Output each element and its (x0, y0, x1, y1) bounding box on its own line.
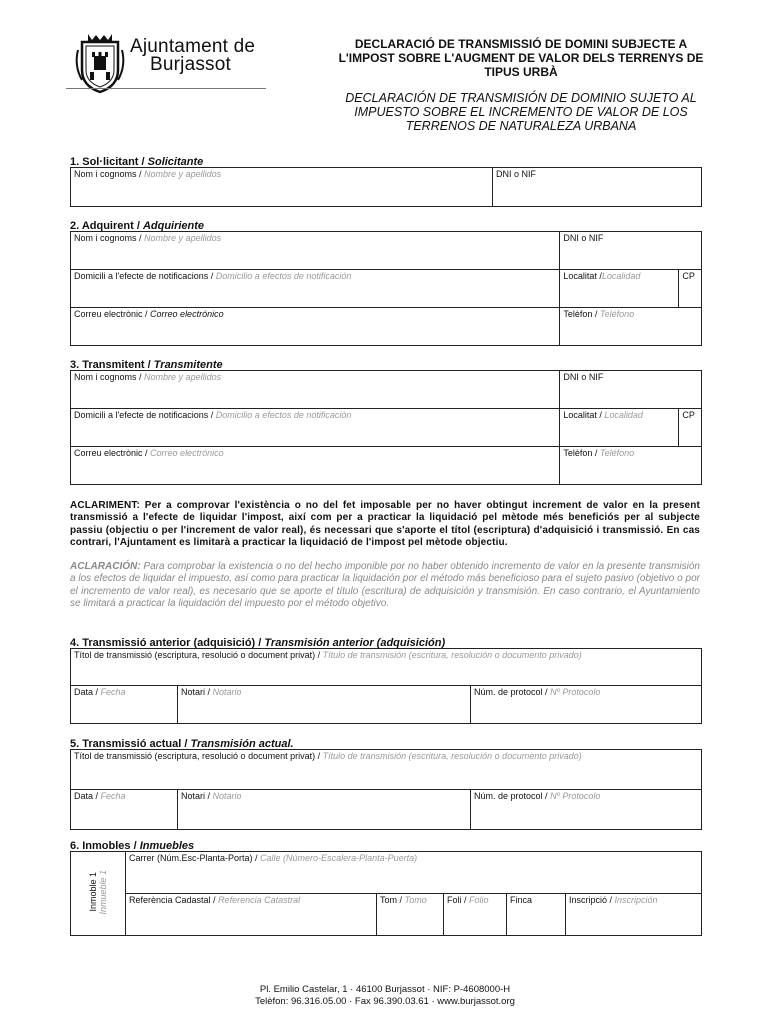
field-label-es: Fecha (100, 687, 126, 697)
field-label: Domicili a l'efecte de notificacions / (74, 410, 214, 420)
field-label-es: Nº Protocolo (550, 791, 601, 801)
field-label: Localitat / (563, 271, 602, 281)
section-3-label-es: Transmitente (153, 359, 223, 371)
footer-contact: Telèfon: 96.316.05.00 · Fax 96.390.03.61 · www.burjassot.org (255, 996, 515, 1007)
field-label-es: Calle (Número-Escalera-Planta-Puerta) (260, 853, 418, 863)
field-label-es: Nombre y apellidos (144, 233, 222, 243)
field-label-es: Localidad (604, 410, 643, 420)
field-label-es: Correo electrónico (150, 448, 224, 458)
anterior-date-field[interactable] (71, 686, 178, 724)
actual-notary-field[interactable] (178, 790, 471, 830)
section-5-label-ca: 5. Transmissió actual / (70, 738, 188, 750)
adquirent-locality-field[interactable] (560, 270, 679, 308)
field-label: DNI o NIF (563, 233, 604, 243)
section-6-label-es: Inmuebles (139, 840, 195, 852)
field-label-es: Fecha (100, 791, 126, 801)
anterior-protocol-field[interactable] (471, 686, 702, 724)
anterior-notary-field[interactable] (178, 686, 471, 724)
adquirent-cp-field[interactable] (679, 270, 702, 308)
field-label: Data / (74, 791, 99, 801)
actual-protocol-field[interactable] (471, 790, 702, 830)
field-label-es: Nombre y apellidos (144, 372, 222, 382)
property-label-ca: Inmoble 1 (88, 872, 98, 913)
transmitent-dni-field[interactable] (560, 371, 702, 409)
field-label-es: Tomo (404, 895, 427, 905)
field-label: Telèfon / (563, 309, 598, 319)
section-4-form (70, 648, 702, 724)
title-spanish: DECLARACIÓN DE TRANSMISIÓN DE DOMINIO SUJETO AL IMPUESTO SOBRE EL INCREMENTO DE VALOR DE LOS TERRENOS DE NATURALEZA URBANA (345, 91, 697, 133)
field-label-es: Nº Protocolo (550, 687, 601, 697)
section-4-label-es: Transmisión anterior (adquisición) (264, 637, 446, 649)
property-cadastral-field[interactable] (126, 894, 377, 936)
section-4-label-ca: 4. Transmissió anterior (adquisició) / (70, 637, 262, 649)
field-label: Telèfon / (563, 448, 598, 458)
property-number-cell (71, 852, 126, 936)
org-name-line1: Ajuntament de (130, 36, 256, 57)
field-label-es: Notario (212, 791, 242, 801)
field-label: Correu electrònic / (74, 448, 148, 458)
transmitent-address-field[interactable] (71, 409, 560, 447)
clarification-catalan: ACLARIMENT: Per a comprovar l'existència o no del fet imposable per no haver obtingut increment de valor en la present transmissió a l'efecte de liquidar l'impost, així com per a practicar la liquidació pel mètode més beneficiós per al subjecte passiu (objectiu o per l'increment de valor real), és necessari que s'aporte el títol (escriptura) d'adquisició i transmissió. En cas contrari, l'Ajuntament es limitarà a practicar la liquidació de l'impost pel mètode objectiu. (70, 500, 700, 549)
section-1-label-es: Solicitante (147, 156, 204, 168)
solicitant-dni-field[interactable] (493, 168, 702, 207)
field-label: Tom / (380, 895, 403, 905)
coat-of-arms-icon (72, 30, 128, 94)
property-foli-field[interactable] (444, 894, 507, 936)
field-label: Títol de transmissió (escriptura, resolució o document privat) / (74, 751, 321, 761)
anterior-title-field[interactable] (71, 649, 702, 686)
field-label: Data / (74, 687, 99, 697)
field-label-es: Teléfono (599, 448, 635, 458)
field-label-es: Nombre y apellidos (144, 169, 222, 179)
field-label-es: Título de transmisión (escritura, resolución o documento privado) (322, 751, 582, 761)
section-6-form (70, 851, 702, 936)
field-label: DNI o NIF (496, 169, 537, 179)
property-label-es: Inmueble 1 (98, 870, 108, 915)
org-name-line2: Burjassot (150, 54, 232, 75)
section-2-label-es: Adquiriente (142, 220, 205, 232)
actual-title-field[interactable] (71, 750, 702, 790)
field-label: DNI o NIF (563, 372, 604, 382)
field-label: Nom i cognoms / (74, 169, 142, 179)
field-label: Referència Cadastal / (129, 895, 216, 905)
field-label: Notari / (181, 687, 211, 697)
adquirent-dni-field[interactable] (560, 232, 702, 270)
field-label: Nom i cognoms / (74, 233, 142, 243)
section-5-label-es: Transmisión actual. (190, 738, 294, 750)
field-label-es: Localidad (601, 271, 641, 281)
field-label-es: Domicilio a efectos de notificación (215, 410, 352, 420)
transmitent-email-field[interactable] (71, 447, 560, 485)
adquirent-name-field[interactable] (71, 232, 560, 270)
field-label-es: Domicilio a efectos de notificación (215, 271, 352, 281)
clarification-spanish-body: Para comprobar la existencia o no del hecho imponible por no haber obtenido incremento de valor en la presente transmisión a los efectos de liquidar el impuesto, así como para practicar la liquidación por el método más beneficioso para el sujeto pasivo (objetivo o por el incremento de valor real), es necesario que se aporte el título (escritura) de adquisición y transmisión. En caso contrario, el Ayuntamiento se limitará a practicar la liquidación del impuesto por el método objetivo. (70, 561, 700, 610)
field-label: Correo electrónico (150, 309, 224, 319)
footer (0, 984, 770, 1008)
field-label: Correu electrònic / (74, 309, 148, 319)
field-label: Localitat / (563, 410, 602, 420)
section-3-label-ca: 3. Transmitent / (70, 359, 151, 371)
property-street-field[interactable] (126, 852, 702, 894)
transmitent-name-field[interactable] (71, 371, 560, 409)
adquirent-address-field[interactable] (71, 270, 560, 308)
field-label: Núm. de protocol / (474, 791, 548, 801)
property-inscripcio-field[interactable] (566, 894, 702, 936)
field-label: Finca (510, 895, 533, 905)
property-tom-field[interactable] (377, 894, 444, 936)
logo-divider (66, 88, 266, 89)
transmitent-locality-field[interactable] (560, 409, 679, 447)
section-1-form (70, 167, 702, 207)
field-label: Carrer (Núm.Esc-Planta-Porta) / (129, 853, 258, 863)
adquirent-phone-field[interactable] (560, 308, 702, 346)
field-label: Inscripció / (569, 895, 613, 905)
field-label: Títol de transmissió (escriptura, resolució o document privat) / (74, 650, 321, 660)
field-label: CP (682, 271, 695, 281)
section-3-form (70, 370, 702, 485)
field-label: CP (682, 410, 695, 420)
footer-address: Pl. Emilio Castelar, 1 · 46100 Burjassot · NIF: P-4608000-H (259, 984, 511, 995)
transmitent-phone-field[interactable] (560, 447, 702, 485)
section-2-label-ca: 2. Adquirent / (70, 220, 140, 232)
field-label: Domicili a l'efecte de notificacions / (74, 271, 214, 281)
adquirent-email-field[interactable] (71, 308, 560, 346)
field-label-es: Título de transmisión (escritura, resolución o documento privado) (322, 650, 582, 660)
transmitent-cp-field[interactable] (679, 409, 702, 447)
field-label-es: Referencia Catastral (218, 895, 301, 905)
section-6-label-ca: 6. Inmobles / (70, 840, 137, 852)
field-label-es: Teléfono (599, 309, 635, 319)
field-label: Núm. de protocol / (474, 687, 548, 697)
org-name (130, 38, 255, 74)
field-label: Foli / (447, 895, 467, 905)
title-catalan: DECLARACIÓ DE TRANSMISSIÓ DE DOMINI SUBJECTE A L'IMPOST SOBRE L'AUGMENT DE VALOR DELS TERRENYS DE TIPUS URBÀ (338, 37, 704, 79)
clarification-spanish (70, 561, 700, 611)
field-label-es: Folio (469, 895, 489, 905)
field-label-es: Inscripción (614, 895, 658, 905)
field-label: Nom i cognoms / (74, 372, 142, 382)
field-label: Notari / (181, 791, 211, 801)
solicitant-name-field[interactable] (71, 168, 493, 207)
section-2-form (70, 231, 702, 346)
actual-date-field[interactable] (71, 790, 178, 830)
clarification-spanish-head: ACLARACIÓN: (70, 561, 141, 572)
section-5-form (70, 749, 702, 830)
field-label-es: Notario (212, 687, 242, 697)
property-finca-field[interactable] (507, 894, 566, 936)
section-1-label-ca: 1. Sol·licitant / (70, 156, 145, 168)
